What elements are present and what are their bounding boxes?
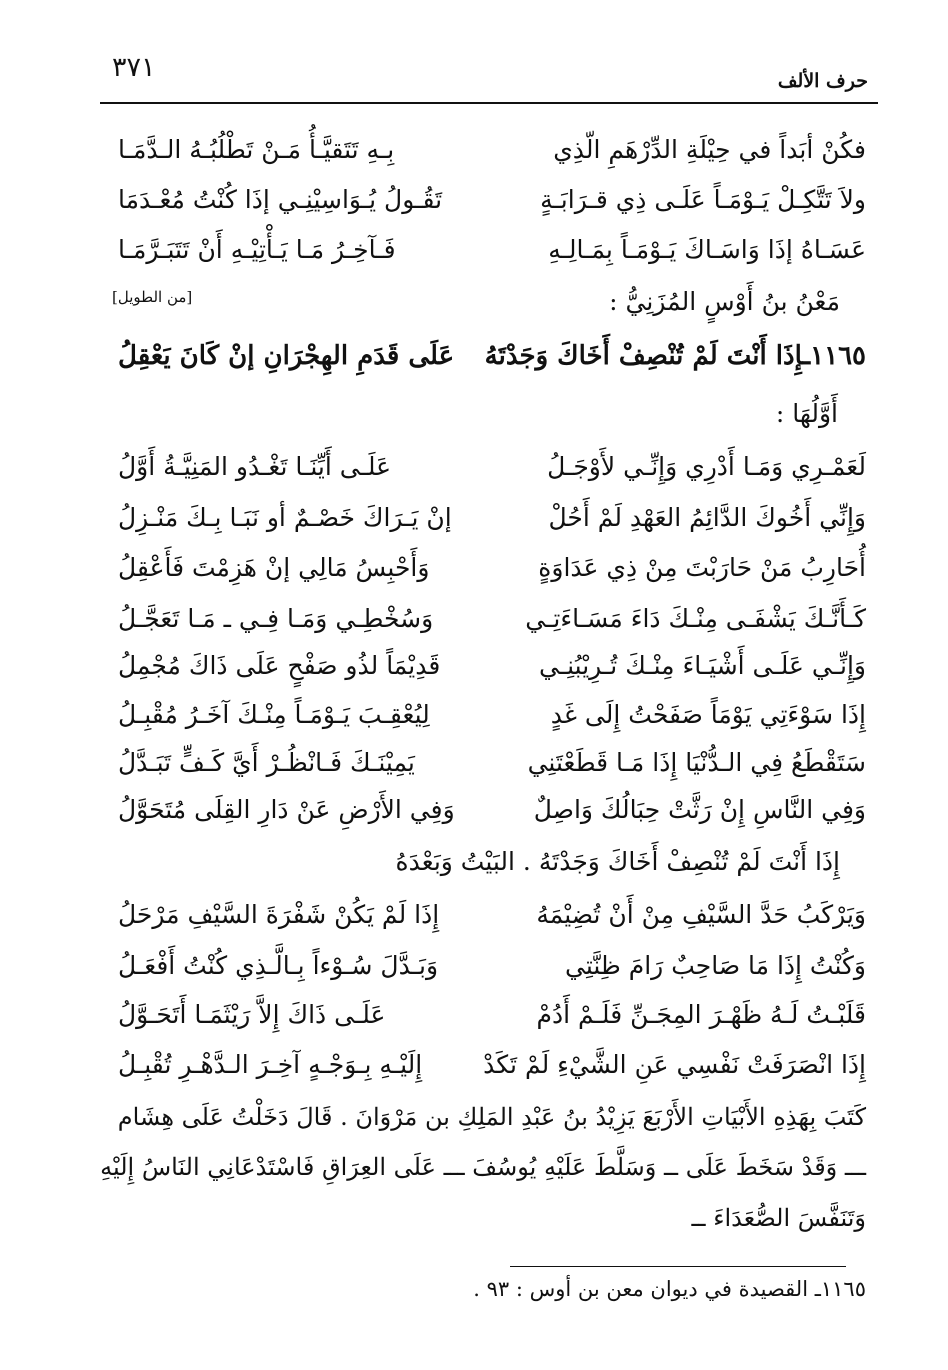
verse-left: قَدِيْمَاً لذُو صَفْحٍ عَلَى ذَاكَ مُجْمِلُ [118,651,441,680]
verse-left: وَأَحْبِسُ مَالِي إنْ هَزِمْتَ فَأَعْقِلُ [118,553,430,582]
transition-line: إِذَا أَنْتَ لَمْ تُنْصِفْ أَخَاكَ وَجَدْتَهُ . البَيْتُ وَبَعْدَهُ [395,847,840,876]
verse-left: فَـآخِـرُ مَـا يَـأْتِيْـهِ أَنْ تَتَبَـرَّمَـا [118,235,396,264]
verse-right: وَكُنْتُ إِذَا مَا صَاحِبٌ رَامَ ظِنَّتِي [564,951,866,980]
footnote-divider [510,1266,846,1267]
verse-right: وَيَرْكَبُ حَدَّ السَّيْفِ مِنْ أَنْ تُضِيْمَهُ [536,900,866,929]
verse-right: كَـأَنَّـكَ يَشْفَـى مِنْـكَ دَاءَ مَسَـاءَتِـي [525,604,866,633]
footnote: ١١٦٥ـ القصيدة في ديوان معن بن أوس : ٩٣ . [473,1277,866,1301]
verse-left: وَسُخْطِـي وَمَـا فِـي ـ مَـا تَعَجَّـلُ [118,604,434,633]
verse-left: وَفِي الأَرْضِ عَنْ دَارِ القِلَى مُتَحَوَّلُ [118,795,455,824]
verse-right: وَإِنِّـي عَلَـى أَشْيَـاءَ مِنْـكَ تُـرِيْبُنِـي [538,651,866,680]
verse-right: وَفِي النَّاسِ إِنْ رَثَّتْ حِبَالُكَ وَاصِلٌ [533,795,866,824]
verse-left: إِذَا لَمْ يَكُنْ شَفْرَةَ السَّيْفِ مَرْحَلُ [118,900,440,929]
verse-right: سَتَقْطَعُ فِي الـدُّنْيَا إِذَا مَـا قَطَعْتَنِي [527,748,866,777]
verse-left: عَلَـى ذَاكَ إِلاَّ رَيْثَمَـا أَتَحَـوَّلُ [118,1000,386,1029]
verse-right-text: إِذَا أَنْتَ لَمْ تُنْصِفْ أَخَاكَ وَجَدْتَهُ [484,341,803,371]
meter-label: [من الطويل] [112,288,193,306]
verse-right: وَإِنِّي أَخُوكَ الدَّائِمُ العَهْدِ لَمْ أَحُلْ [548,503,866,532]
poet-attribution: مَعْنُ بنُ أَوْسٍ المُزَنِيُّ : [609,287,840,316]
verse-right: عَسَـاهُ إذَا وَاسَـاكَ يَـوْمَـاً بِمَـالِـهِ [548,235,866,264]
header-divider [100,102,878,104]
prose-line: ـــ وَقَدْ سَخَطَ عَلَى ــ وَسَلَّطَ عَلَيْهِ يُوسُفَ ـــ عَلَى العِرَاقِ فَاسْتَدْعَانِي النَاسُ إِلَيْهِ [100,1153,866,1181]
main-verse-right [485,334,866,378]
verse-right: إِذَا انْصَرَفَتْ نَفْسِي عَنِ الشَّيْءِ لَمْ تَكَدْ [483,1050,866,1079]
verse-right: إِذَا سَوْءَتِي يَوْمَاً صَفَحْتُ إِلَى غَدٍ [550,700,866,729]
verse-right: لَعَمْـرِي وَمَـا أَدْرِي وَإِنِّـي لأَوْجَـلُ [547,452,866,481]
chapter-title: حرف الألف [777,70,868,92]
verse-right: قَلَبْـتُ لَـهُ ظَهْـرَ المِجَـنِّ فَلَـمْ أَدُمْ [536,1000,866,1029]
verse-right: فكُنْ أبَداً في حِيْلَةِ الدِّرْهَمِ الّذِي [553,135,866,164]
prose-line: وَتَنَفَّسَ الصُّعَدَاءَ ــ [691,1204,866,1232]
verse-left: تَقُـولُ يُـوَاسِيْنِـي إذَا كُنْتُ مُعْـدَمَا [118,185,443,214]
verse-left: إِلَيْـهِ بِـوَجْـهٍ آخِـرَ الـدَّهْـرِ تُقْبِـلُ [118,1050,423,1079]
verse-left: عَلَـى أَيِّنَـا تَغْـدُو المَنِيَّـةُ أَوَّلُ [118,452,392,481]
main-verse-left: عَلَى قَدَمِ الهِجْرَانِ إنْ كَانَ يَعْقِلُ [118,341,455,371]
prose-line: كَتَبَ بِهَذِهِ الأَبْيَاتِ الأَرْبَعَ يَزِيْدُ بنُ عَبْدِ المَلِكِ بن مَرْوَانَ . قَالَ دَخَلْتُ عَلَى هِشَام [117,1103,866,1131]
verse-left: يَمِيْنَـكَ فَـانْظُـرْ أَيَّ كَـفٍّ تَبَـدَّلُ [118,748,415,777]
verse-left: إنْ يَـرَاكَ خَصْـمٌ أو نَبَـا بِـكَ مَنْـزِلُ [118,503,452,532]
verse-left: لِيُعْقِـبَ يَـوْمَـاً مِنْـكَ آخَـرُ مُقْبِـلُ [118,700,430,729]
verse-right: ولاَ تَتَّكِـلْ يَـوْمَـاً عَلَـى ذِي قـرَابَـةٍ [540,185,866,214]
page-number: ٣٧١ [112,52,156,83]
verse-right: أُحَارِبُ مَنْ حَارَبْتَ مِنْ ذِي عَدَاوَةٍ [538,553,866,582]
verse-left: وَبَـدَّلَ سُـوْءاً بِـالَّـذِي كُنْتُ أَفْعَـلُ [118,951,439,980]
verse-number: ١١٦٥ـ [802,341,866,371]
first-label: أَوَّلُهَا : [775,399,838,428]
verse-left: بِـهِ تَتَقيَّـأُ مَـنْ تَطْلُبُـهُ الـدَّمَـا [118,135,395,164]
